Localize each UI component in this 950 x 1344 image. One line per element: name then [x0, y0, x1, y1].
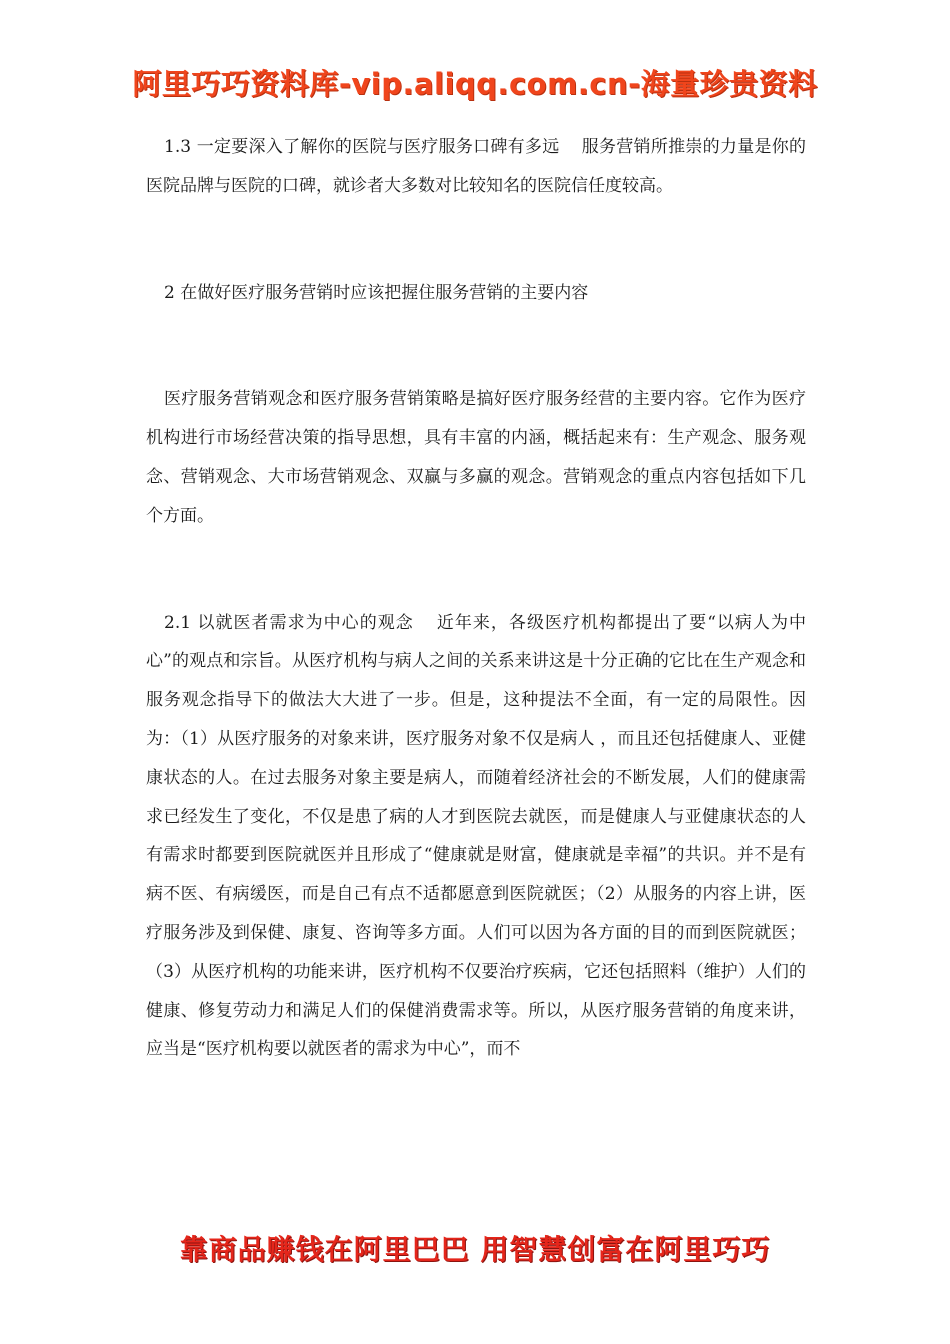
section-2-1-number: 2.1	[164, 612, 192, 633]
section-1-3-paragraph	[146, 128, 806, 206]
document-body	[146, 128, 806, 1069]
section-2-1-title: 以就医者需求为中心的观念	[197, 612, 414, 633]
section-1-3-number: 1.3	[164, 137, 192, 157]
footer-banner: 靠商品赚钱在阿里巴巴 用智慧创富在阿里巧巧	[179, 1233, 771, 1266]
header-banner: 阿里巧巧资料库-vip.aliqq.com.cn-海量珍贵资料	[132, 67, 818, 101]
section-2-heading: 2 在做好医疗服务营销时应该把握住服务营销的主要内容	[164, 282, 589, 303]
section-1-3-title: 一定要深入了解你的医院与医疗服务口碑有多远	[196, 137, 560, 157]
section-2-intro-paragraph: 医疗服务营销观念和医疗服务营销策略是搞好医疗服务经营的主要内容。它作为医疗机构进行市场经营决策的指导思想，具有丰富的内涵，概括起来有：生产观念、服务观念、营销观念、大市场营销观念、双赢与多赢的观念。营销观念的重点内容包括如下几个方面。	[146, 389, 806, 526]
section-1-3-body: 服务营销所推崇的力量是你的医院品牌与医院的口碑，就诊者大多数对比较知名的医院信任度较高。	[146, 137, 807, 196]
section-2-1-body: 近年来，各级医疗机构都提出了要“以病人为中心”的观点和宗旨。从医疗机构与病人之间的关系来讲这是十分正确的它比在生产观念和服务观念指导下的做法大大进了一步。但是，这种提法不全面，有一定的局限性。因为：（1）从医疗服务的对象来讲，医疗服务对象不仅是病人 ，而且还包括健康人、亚健康状态的人。在过去服务对象主要是病人，而随着经济社会的不断发展，人们的健康需求已经发生了变化，不仅是患了病的人才到医院去就医，而是健康人与亚健康状态的人有需求时都要到医院就医并且形成了“健康就是财富，健康就是幸福”的共识。并不是有病不医、有病缓医，而是自己有点不适都愿意到医院就医；（2）从服务的内容上讲，医疗服务涉及到保健、康复、咨询等多方面。人们可以因为各方面的目的而到医院就医；（3）从医疗机构的功能来讲，医疗机构不仅要治疗疾病，它还包括照料（维护）人们的健康、修复劳动力和满足人们的保健消费需求等。所以，从医疗服务营销的角度来讲，应当是“医疗机构要以就医者的需求为中心”，而不	[146, 612, 807, 1060]
section-2-1-paragraph	[146, 604, 806, 1070]
